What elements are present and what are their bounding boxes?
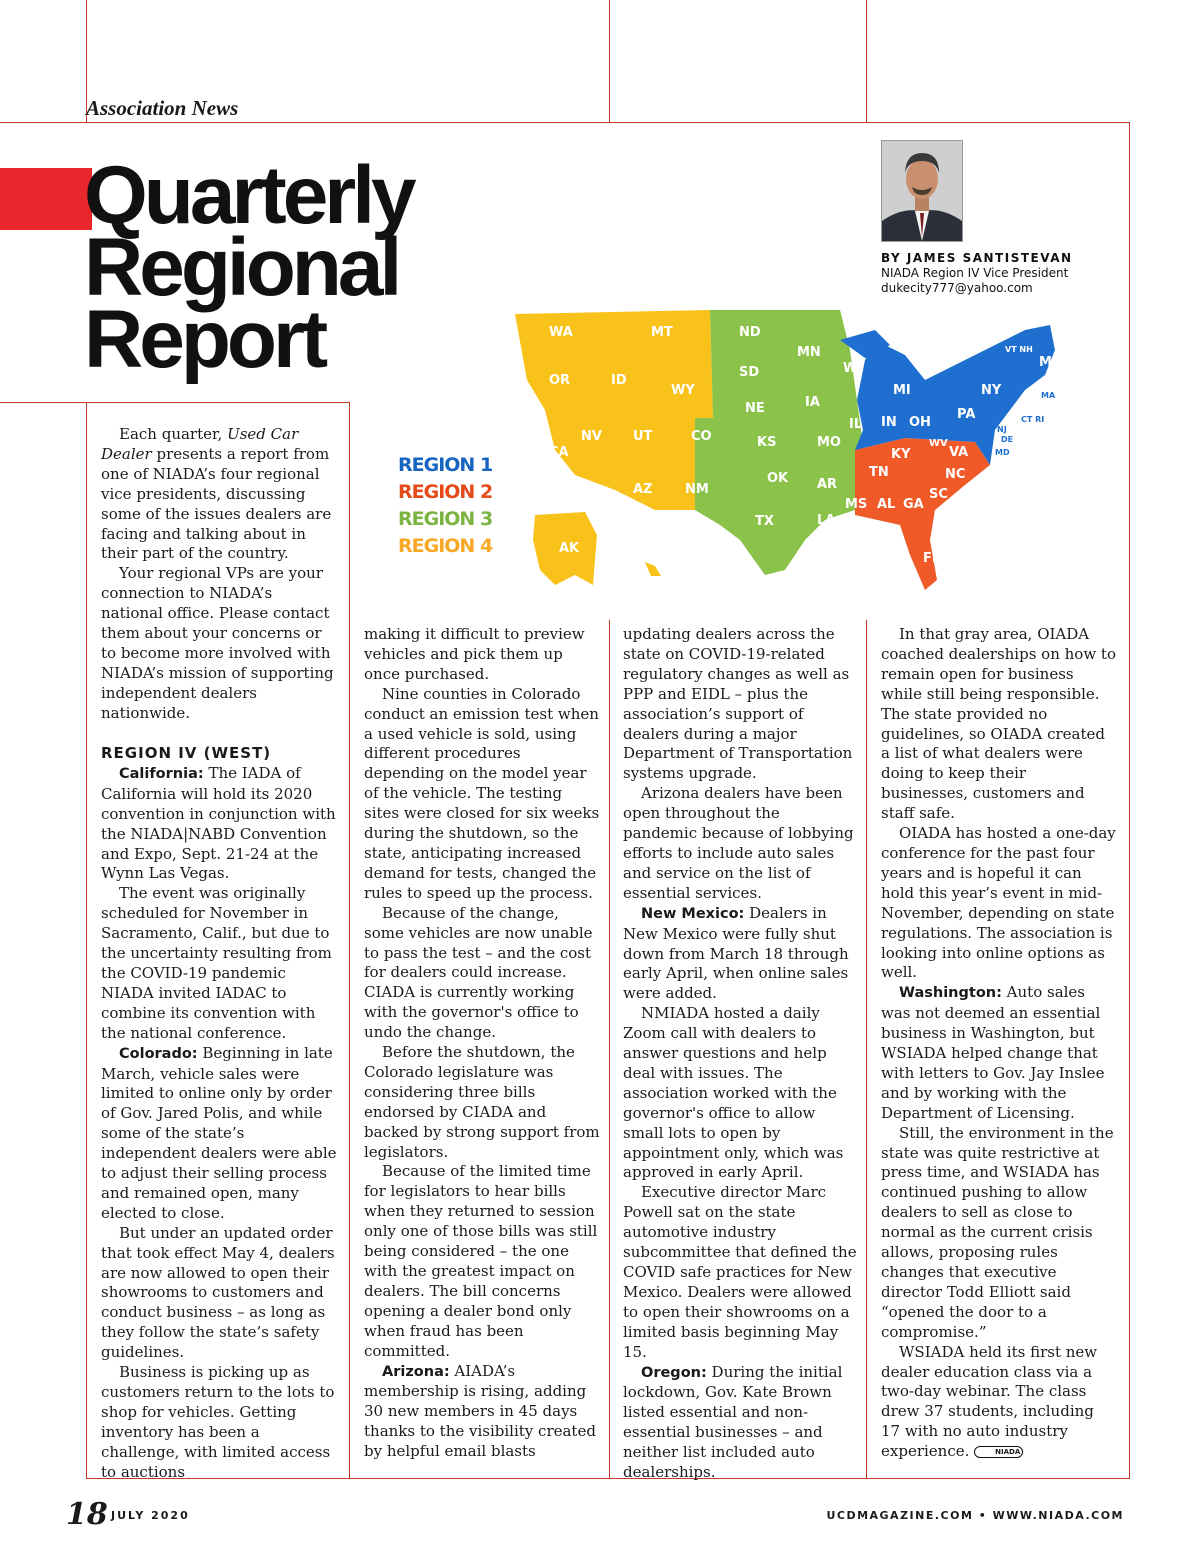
region-4-hawaii [645,562,661,576]
page-title [84,150,413,385]
svg-text:NE: NE [745,401,765,416]
title-line: Regional [84,222,399,313]
article-column-1 [101,744,341,1483]
svg-text:CT RI: CT RI [1021,415,1045,424]
svg-text:SC: SC [929,487,948,502]
article-column-4 [881,625,1117,1462]
frame-line [1129,122,1130,1479]
article-paragraph: In that gray area, OIADA coached dealerships on how to remain open for business while still being responsible. The state provided no guidelines, so OIADA created a list of what dealers were doing to keep their businesses, customers and staff safe. [881,625,1116,823]
svg-text:MT: MT [651,325,673,340]
svg-text:UT: UT [633,429,653,444]
svg-text:AR: AR [817,477,838,492]
intro-paragraph: Each quarter, Used Car Dealer presents a report from one of NIADA’s four regional vice presidents, discussing some of the issues dealers are facing and talking about in their part of the country. [101,425,332,563]
frame-line [86,402,87,1479]
article-paragraph: Arizona dealers have been open throughout the pandemic because of lobbying efforts to include auto sales and service on the list of essential services. [623,784,854,902]
title-accent-bar [0,168,92,230]
svg-text:LA: LA [817,513,836,528]
svg-text:MI: MI [893,383,911,398]
svg-text:VA: VA [949,445,969,460]
svg-text:IN: IN [881,415,897,430]
svg-text:WA: WA [549,325,573,340]
legend-region-1: REGION 1 [398,454,493,476]
svg-text:MD: MD [995,448,1010,457]
svg-text:VT NH: VT NH [1005,345,1033,354]
title-line: Quarterly [84,150,413,241]
title-line: Report [84,294,325,385]
article-paragraph: Oregon: During the initial lockdown, Gov. Kate Brown listed essential and non-essential businesses – and neither list included auto dealerships. [623,1362,843,1482]
region-4-shape [515,310,713,510]
author-photo [881,140,963,242]
frame-line [609,620,610,1479]
svg-text:KS: KS [757,435,777,450]
frame-line [609,0,610,123]
svg-text:MN: MN [797,345,821,360]
svg-text:WV: WV [929,438,948,449]
intro-text [101,425,337,724]
frame-line [0,402,350,403]
article-paragraph: making it difficult to preview vehicles and pick them up once purchased. [364,625,585,683]
article-paragraph: Because of the limited time for legislators to hear bills when they returned to session only one of those bills was still being considered – the one with the greatest impact on dealers. The bill concerns opening a dealer bond only when fraud has been committed. [364,1162,598,1360]
article-paragraph: Washington: Auto sales was not deemed an essential business in Washington, but WSIADA helped change that with letters to Gov. Jay Inslee and by working with the Department of Licensing. [881,983,1105,1122]
svg-text:ND: ND [739,325,761,340]
svg-text:IL: IL [849,417,863,432]
svg-text:DE: DE [1001,435,1014,444]
svg-text:GA: GA [903,497,924,512]
author-role: NIADA Region IV Vice President [881,266,1069,280]
frame-line [0,122,1130,123]
article-column-2 [364,625,600,1462]
svg-text:OH: OH [909,415,931,430]
article-paragraph: Colorado: Beginning in late March, vehicle sales were limited to online only by order of Gov. Jared Polis, and while some of the state’s independent dealers were able to adjust their selling process and remained open, many elected to close. [101,1043,337,1222]
article-paragraph: California: The IADA of California will hold its 2020 convention in conjunction with the NIADA|NABD Convention and Expo, Sept. 21-24 at the Wynn Las Vegas. [101,763,336,883]
author-email[interactable]: dukecity777@yahoo.com [881,281,1033,295]
svg-text:WI: WI [843,361,863,376]
svg-text:AK: AK [559,541,580,556]
svg-text:TX: TX [755,514,774,529]
article-paragraph: Before the shutdown, the Colorado legislature was considering three bills endorsed by CIADA and backed by strong support from legislators. [364,1043,600,1161]
article-paragraph: Nine counties in Colorado conduct an emission test when a used vehicle is sold, using different procedures depending on the model year of the vehicle. The testing sites were closed for six weeks during the shutdown, so the state, anticipating increased demand for tests, changed the rules to speed up the process. [364,684,600,902]
svg-text:ME: ME [1039,355,1061,370]
region-2-shape [855,438,990,590]
section-label: Association News [86,96,239,120]
svg-text:IA: IA [805,395,820,410]
article-paragraph: OIADA has hosted a one-day conference for the past four years and is hopeful it can hold this year’s event in mid-November, depending on state regulations. The association is looking into online options as well. [881,824,1116,982]
footer-websites[interactable]: UCDMAGAZINE.COM • WWW.NIADA.COM [826,1509,1124,1522]
svg-text:MS: MS [845,497,868,512]
svg-text:AL: AL [877,497,896,512]
us-regions-map [505,300,1095,600]
svg-text:MA: MA [1041,391,1056,400]
legend-region-2: REGION 2 [398,481,493,503]
svg-text:PA: PA [957,407,976,422]
article-paragraph: WSIADA held its first new dealer education class via a two-day webinar. The class drew 37 students, including 17 with no auto industry experience. NIADA [881,1342,1098,1461]
frame-line [866,0,867,123]
svg-text:NM: NM [685,482,709,497]
article-column-3 [623,625,857,1483]
region-heading: REGION IV (WEST) [101,744,272,762]
svg-text:CA: CA [549,445,569,460]
frame-line [866,620,867,1479]
article-paragraph: The event was originally scheduled for November in Sacramento, Calif., but due to the uncertainty resulting from the COVID-19 pandemic NIADA invited IADAC to combine its convention with the national conference. [101,884,332,1042]
svg-text:WY: WY [671,383,695,398]
page-number: 18 [66,1497,108,1532]
svg-text:AZ: AZ [633,482,653,497]
intro-paragraph: Your regional VPs are your connection to NIADA’s national office. Please contact them about your concerns or to become more involved with NIADA’s mission of supporting independent dealers nationwide. [101,564,334,722]
article-paragraph: Arizona: AIADA’s membership is rising, adding 30 new members in 45 days thanks to the visibility created by helpful email blasts [364,1361,596,1461]
article-paragraph: Because of the change, some vehicles are now unable to pass the test – and the cost for dealers could increase. CIADA is currently working with the governor's office to undo the change. [364,903,593,1042]
svg-text:ID: ID [611,373,627,388]
article-paragraph: Business is picking up as customers return to the lots to shop for vehicles. Getting inventory has been a challenge, with limited access to auctions [101,1363,335,1481]
article-paragraph: updating dealers across the state on COVID-19-related regulatory changes as well as PPP and EIDL – plus the association’s support of dealers during a major Department of Transportation systems upgrade. [623,625,853,783]
article-paragraph: NMIADA hosted a daily Zoom call with dealers to answer questions and help deal with issues. The association worked with the governor's office to allow small lots to open by appointment only, which was approved in early April. [623,1004,844,1182]
svg-text:NY: NY [981,383,1002,398]
legend-region-4: REGION 4 [398,535,493,557]
map-legend [398,452,492,560]
svg-text:TN: TN [869,465,889,480]
svg-text:CO: CO [691,429,712,444]
svg-text:FL: FL [923,551,941,566]
svg-text:OK: OK [767,471,789,486]
byline [881,251,1073,296]
svg-text:NC: NC [945,467,966,482]
legend-region-3: REGION 3 [398,508,493,530]
svg-text:KY: KY [891,447,911,462]
issue-date: JULY 2020 [111,1509,190,1522]
article-paragraph: New Mexico: Dealers in New Mexico were fully shut down from March 18 through early April, when online sales were added. [623,903,849,1003]
author-name: BY JAMES SANTISTEVAN [881,251,1073,265]
svg-text:NJ: NJ [997,425,1007,434]
article-paragraph: But under an updated order that took effect May 4, dealers are now allowed to open their showrooms to customers and conduct business – as long as they follow the state’s safety guidelines. [101,1223,335,1362]
svg-text:HI: HI [663,569,679,584]
niada-end-logo-icon: NIADA [974,1446,1023,1458]
article-paragraph: Still, the environment in the state was quite restrictive at press time, and WSIADA has continued pushing to allow dealers to sell as close to normal as the current crisis allows, proposing rules changes that executive director Todd Elliott said “opened the door to a compromise.” [881,1123,1114,1341]
svg-text:OR: OR [549,373,571,388]
svg-text:MO: MO [817,435,841,450]
svg-text:NV: NV [581,429,602,444]
frame-line [349,402,350,1479]
article-paragraph: Executive director Marc Powell sat on the state automotive industry subcommittee that defined the COVID safe practices for New Mexico. Dealers were allowed to open their showrooms on a limited basis beginning May 15. [623,1183,857,1361]
svg-text:SD: SD [739,365,760,380]
